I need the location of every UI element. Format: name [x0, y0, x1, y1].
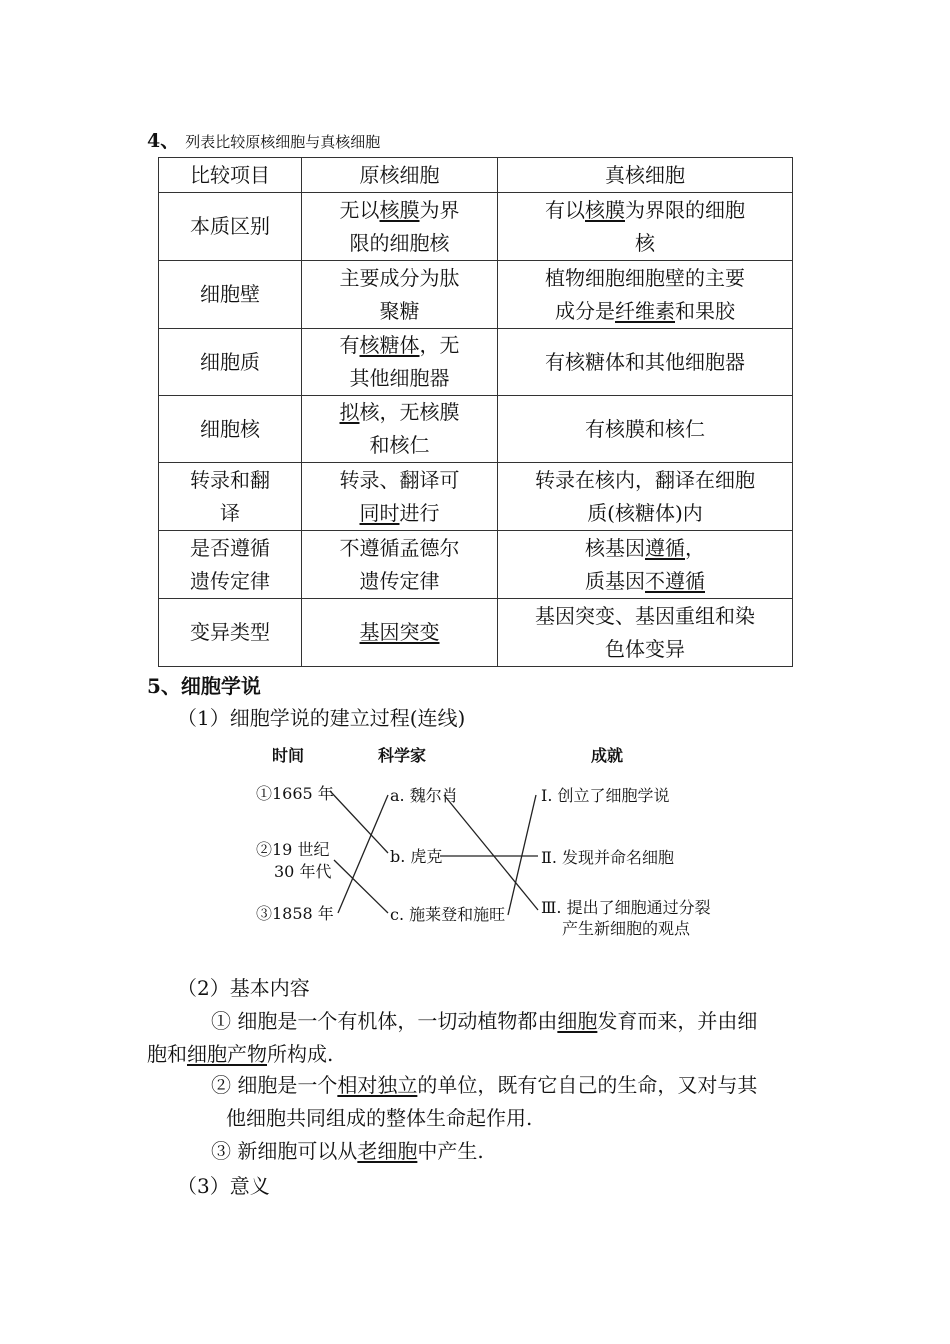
section-4-heading — [147, 126, 380, 153]
cell-prokaryote — [302, 396, 498, 463]
cell-theory-matching-diagram — [250, 735, 730, 945]
table-row — [159, 396, 793, 463]
cell-text: 聚糖 — [379, 298, 420, 323]
diagram-header-time: 时间 — [272, 746, 305, 765]
cell-text: 是否遵循 — [190, 535, 270, 560]
cell-text: 细胞壁 — [200, 282, 260, 306]
cell-text: 为界限的细胞 — [625, 197, 745, 222]
cell-prokaryote — [302, 531, 498, 599]
scientist-schleiden-schwann: c. 施莱登和施旺 — [390, 905, 506, 924]
cell-text: 基因突变、基因重组和染 — [535, 603, 755, 628]
cell-eukaryote — [498, 261, 793, 329]
cell-text: 为界 — [419, 197, 460, 222]
cell-text: 遗传定律 — [190, 568, 270, 593]
cell-prokaryote — [302, 329, 498, 396]
underlined-answer: 核膜 — [585, 197, 625, 222]
underlined-answer: 核糖体 — [359, 333, 420, 357]
cell-text: 译 — [220, 500, 240, 525]
comparison-table — [158, 157, 793, 667]
cell-text: 细胞核 — [200, 416, 260, 441]
paragraph-text: ① 细胞是一个有机体，一切动植物都由 — [211, 1009, 558, 1033]
cell-text: 和核仁 — [369, 433, 430, 457]
diagram-header-scientist: 科学家 — [378, 746, 427, 765]
achievement-3-line2: 产生新细胞的观点 — [562, 919, 691, 938]
cell-item — [159, 599, 302, 667]
cell-eukaryote — [498, 396, 793, 463]
cell-eukaryote — [498, 531, 793, 599]
section-5-heading — [147, 670, 261, 699]
cell-item — [159, 531, 302, 599]
connector-time3-virchow — [338, 795, 388, 913]
underlined-answer: 遵循 — [645, 535, 685, 560]
cell-text: 变异类型 — [190, 620, 270, 644]
cell-text: 转录和翻 — [190, 467, 270, 492]
achievement-1: Ⅰ. 创立了细胞学说 — [541, 786, 670, 805]
cell-text: 转录在核内，翻译在细胞 — [535, 467, 755, 492]
paragraph-text: ② 细胞是一个 — [211, 1073, 338, 1097]
cell-text: 和果胶 — [675, 298, 735, 323]
cell-text: 有以 — [545, 197, 585, 222]
content-paragraph-3 — [211, 1135, 811, 1168]
table-header-row — [159, 158, 793, 193]
time-1858: ③1858 年 — [256, 904, 334, 923]
table-row — [159, 463, 793, 531]
connector-time1-hooke — [330, 791, 388, 853]
cell-text: 植物细胞细胞壁的主要 — [545, 265, 745, 290]
connector-virchow-achievement3 — [444, 795, 538, 910]
scientist-virchow: a. 魏尔肖 — [390, 786, 458, 805]
section-4-title: 列表比较原核细胞与真核细胞 — [185, 133, 381, 151]
part-3-label: （3）意义 — [177, 1174, 270, 1198]
paragraph-text: 的单位，既有它自己的生命，又对与其 — [417, 1073, 758, 1097]
table-row — [159, 531, 793, 599]
cell-item — [159, 396, 302, 463]
cell-text: ，无 — [419, 333, 460, 357]
cell-text: 细胞质 — [200, 349, 260, 374]
cell-eukaryote — [498, 463, 793, 531]
underlined-answer: 细胞产物 — [187, 1042, 267, 1066]
underlined-answer: 相对独立 — [337, 1073, 418, 1097]
cell-eukaryote — [498, 599, 793, 667]
cell-text: 本质区别 — [190, 214, 270, 238]
table-row — [159, 193, 793, 261]
cell-text: 色体变异 — [605, 636, 685, 661]
cell-text: 主要成分为肽 — [339, 265, 460, 290]
cell-text: 进行 — [399, 500, 440, 525]
underlined-answer: 老细胞 — [357, 1139, 418, 1163]
paragraph-text: 胞和 — [147, 1042, 187, 1066]
paragraph-text: ③ 新细胞可以从 — [211, 1139, 358, 1163]
table-row — [159, 599, 793, 667]
underlined-answer: 同时 — [359, 500, 400, 525]
cell-text: 有 — [339, 333, 360, 357]
section-4-number: 4、 — [147, 130, 180, 152]
table-row — [159, 261, 793, 329]
underlined-answer: 核膜 — [379, 197, 420, 222]
header-eukaryote: 真核细胞 — [498, 158, 793, 193]
cell-prokaryote — [302, 463, 498, 531]
scientist-hooke: b. 虎克 — [390, 847, 443, 866]
part-1-label: （1）细胞学说的建立过程(连线) — [177, 706, 466, 730]
header-prokaryote: 原核细胞 — [302, 158, 498, 193]
underlined-answer: 纤维素 — [615, 298, 675, 323]
connector-time2-schleiden — [334, 860, 388, 913]
section-5-number: 5、 — [147, 674, 181, 698]
paragraph-text: 所构成. — [267, 1042, 334, 1066]
cell-text: 限的细胞核 — [349, 230, 450, 255]
cell-text: ， — [685, 535, 705, 560]
time-1665: ①1665 年 — [256, 784, 334, 803]
part-2-label: （2）基本内容 — [177, 976, 310, 1000]
cell-item — [159, 261, 302, 329]
cell-text: 遗传定律 — [359, 568, 440, 593]
time-19th-century-line1: ②19 世纪 — [256, 840, 330, 859]
content-paragraph-1 — [147, 1005, 807, 1071]
paragraph-text: 发育而来，并由细 — [597, 1009, 758, 1033]
cell-text: 不遵循孟德尔 — [339, 535, 460, 560]
cell-text: 转录、翻译可 — [339, 467, 460, 492]
cell-item — [159, 193, 302, 261]
cell-text: 有核膜和核仁 — [585, 416, 705, 441]
cell-eukaryote — [498, 329, 793, 396]
content-paragraph-2 — [211, 1069, 811, 1135]
header-item: 比较项目 — [159, 158, 302, 193]
cell-eukaryote — [498, 193, 793, 261]
cell-text: 其他细胞器 — [349, 366, 450, 390]
diagram-header-achievement: 成就 — [591, 746, 624, 765]
cell-text: 有核糖体和其他细胞器 — [545, 349, 745, 374]
table-row — [159, 329, 793, 396]
time-19th-century-line2: 30 年代 — [274, 862, 332, 881]
connector-schleiden-achievement1 — [508, 795, 536, 915]
cell-prokaryote — [302, 193, 498, 261]
underlined-answer: 基因突变 — [359, 620, 440, 644]
cell-text: 无以 — [339, 197, 380, 222]
underlined-answer: 拟 — [339, 400, 360, 424]
paragraph-text: 他细胞共同组成的整体生命起作用. — [226, 1106, 533, 1130]
cell-text: 质基因 — [585, 568, 645, 593]
achievement-3-line1: Ⅲ. 提出了细胞通过分裂 — [541, 898, 711, 917]
cell-prokaryote — [302, 599, 498, 667]
section-5-title: 细胞学说 — [180, 674, 261, 698]
cell-text: 质(核糖体)内 — [587, 500, 703, 525]
cell-item — [159, 463, 302, 531]
paragraph-text: 中产生. — [417, 1139, 484, 1163]
cell-prokaryote — [302, 261, 498, 329]
cell-text: 成分是 — [555, 298, 615, 323]
cell-text: 核，无核膜 — [359, 400, 460, 424]
achievement-2: Ⅱ. 发现并命名细胞 — [541, 848, 675, 867]
cell-item — [159, 329, 302, 396]
cell-text: 核基因 — [585, 535, 645, 560]
underlined-answer: 不遵循 — [645, 568, 705, 593]
underlined-answer: 细胞 — [557, 1009, 598, 1033]
cell-text: 核 — [635, 230, 655, 255]
